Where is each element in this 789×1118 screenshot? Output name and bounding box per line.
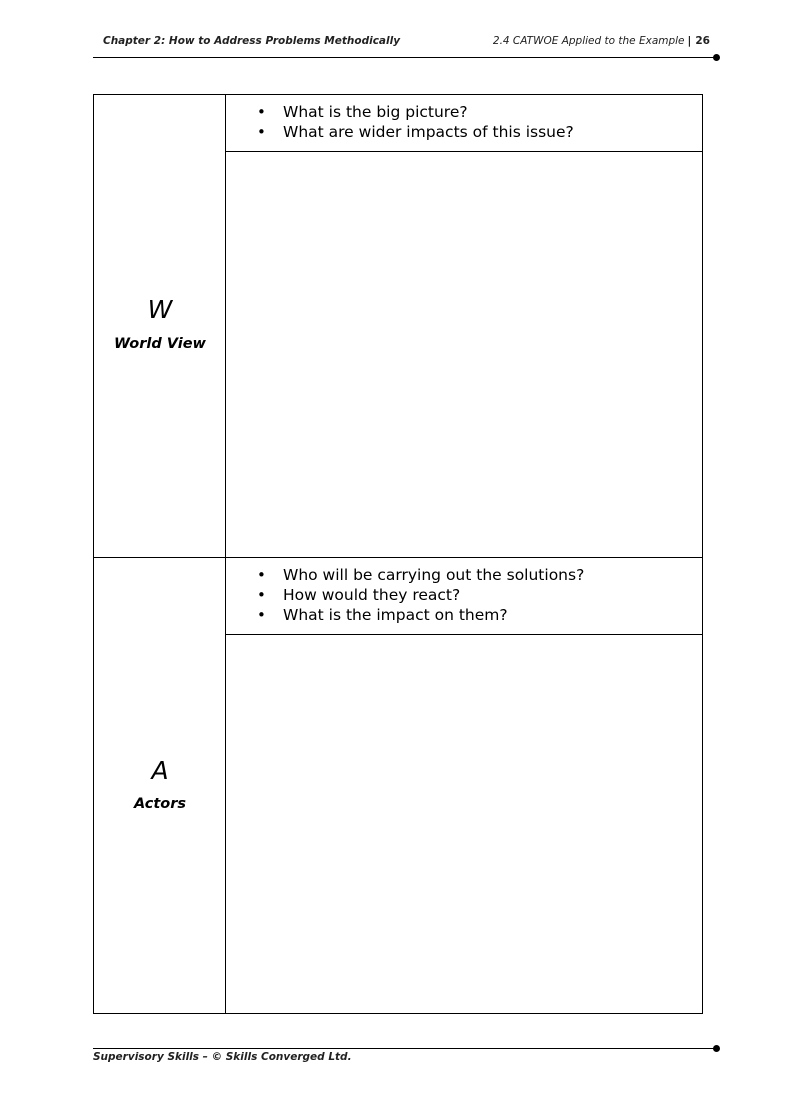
question-item: • What is the impact on them? bbox=[257, 605, 584, 625]
footer-text: Supervisory Skills – © Skills Converged Ltd. bbox=[93, 1051, 352, 1063]
section-title: 2.4 CATWOE Applied to the Example bbox=[492, 35, 685, 47]
answer-area[interactable] bbox=[226, 635, 702, 1013]
row-content-cell bbox=[226, 558, 702, 1013]
question-list bbox=[257, 565, 584, 625]
row-name: Actors bbox=[133, 796, 187, 812]
header-separator: | bbox=[687, 35, 692, 47]
catwoe-row-actors bbox=[93, 557, 703, 1014]
footer-rule-dot bbox=[713, 1045, 720, 1052]
row-label-cell bbox=[94, 95, 226, 557]
row-label-cell bbox=[94, 558, 226, 1013]
catwoe-row-world-view bbox=[93, 94, 703, 558]
questions-box bbox=[226, 558, 702, 635]
questions-box bbox=[226, 95, 702, 152]
row-letter: W bbox=[147, 295, 173, 324]
footer-rule bbox=[93, 1048, 716, 1049]
chapter-title: Chapter 2: How to Address Problems Methodically bbox=[103, 35, 401, 47]
header-rule bbox=[93, 57, 716, 58]
question-item: • What are wider impacts of this issue? bbox=[257, 122, 574, 142]
row-name: World View bbox=[114, 336, 206, 352]
question-list bbox=[257, 102, 574, 142]
row-letter: A bbox=[151, 756, 169, 785]
page-number: 26 bbox=[695, 35, 710, 47]
header-rule-dot bbox=[713, 54, 720, 61]
section-title-with-page bbox=[493, 35, 710, 47]
question-item: • What is the big picture? bbox=[257, 102, 574, 122]
question-item: • How would they react? bbox=[257, 585, 584, 605]
answer-area[interactable] bbox=[226, 152, 702, 557]
row-content-cell bbox=[226, 95, 702, 557]
question-item: • Who will be carrying out the solutions? bbox=[257, 565, 584, 585]
